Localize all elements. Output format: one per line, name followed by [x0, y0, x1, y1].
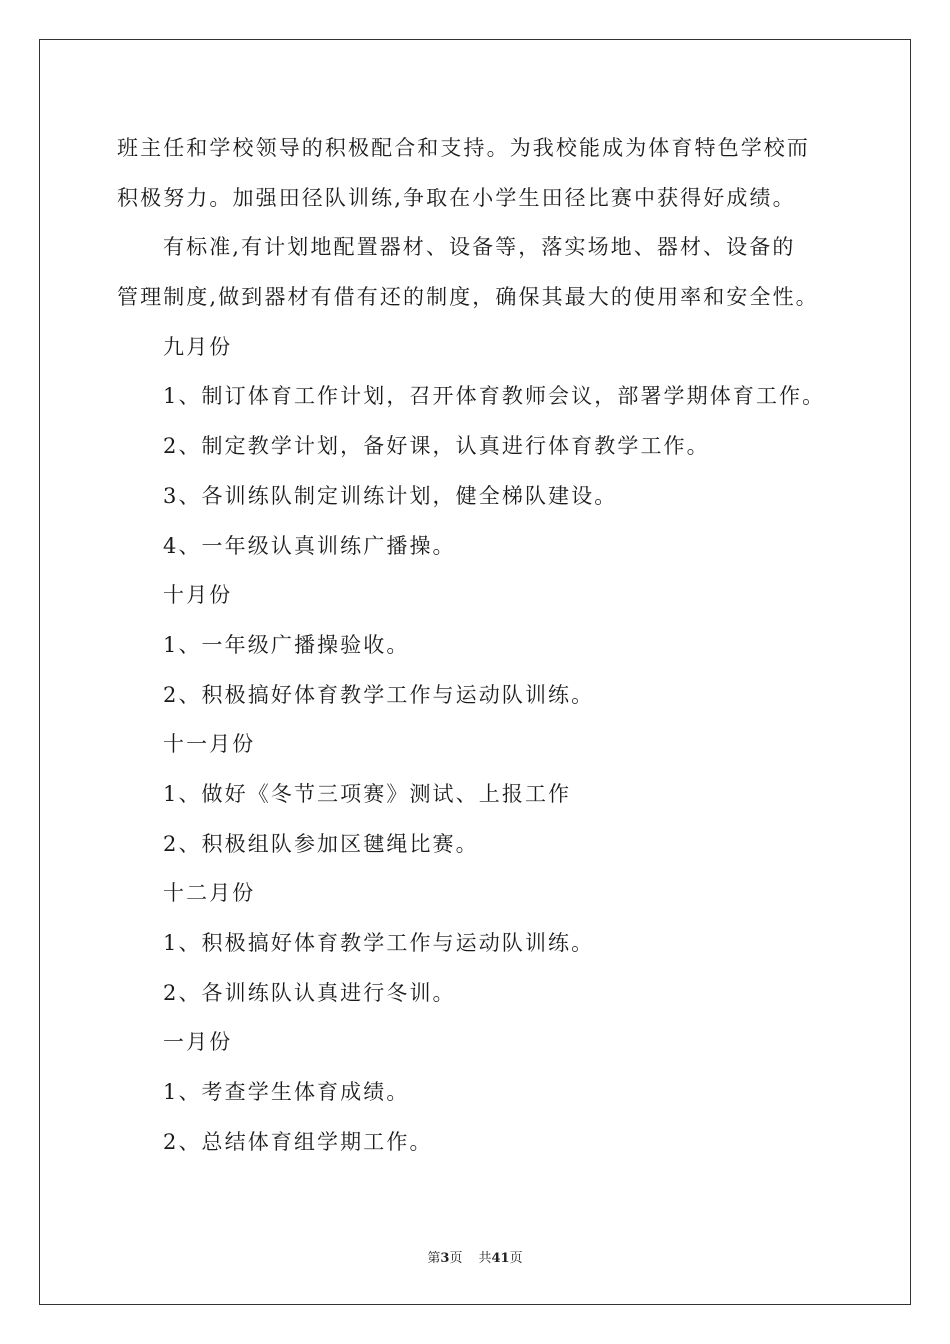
paragraph-line: 积极努力。加强田径队训练,争取在小学生田径比赛中获得好成绩。 — [117, 185, 796, 210]
total-suffix: 页 — [509, 1251, 523, 1266]
paragraph-line: 班主任和学校领导的积极配合和支持。为我校能成为体育特色学校而 — [117, 136, 810, 160]
paragraph-line: 1、一年级广播操验收。 — [163, 632, 410, 657]
paragraph-line: 2、积极搞好体育教学工作与运动队训练。 — [163, 682, 595, 707]
paragraph-line: 4、一年级认真训练广播操。 — [163, 533, 456, 558]
paragraph-line: 有标准,有计划地配置器材、设备等，落实场地、器材、设备的 — [163, 235, 796, 260]
paragraph-line: 2、积极组队参加区毽绳比赛。 — [163, 831, 479, 856]
paragraph-line: 一月份 — [163, 1030, 233, 1055]
document-body — [117, 124, 837, 1167]
paragraph-line: 九月份 — [163, 334, 233, 359]
paragraph-line: 十二月份 — [163, 881, 256, 906]
paragraph-line: 1、考查学生体育成绩。 — [163, 1080, 410, 1105]
paragraph-line: 1、积极搞好体育教学工作与运动队训练。 — [163, 931, 595, 955]
total-pages: 41 — [491, 1251, 510, 1266]
page-prefix: 第 — [427, 1251, 441, 1266]
paragraph-line: 2、各训练队认真进行冬训。 — [163, 980, 456, 1005]
paragraph-line: 十一月份 — [163, 732, 256, 757]
page-number: 3 — [440, 1251, 450, 1266]
page-suffix: 页 — [449, 1251, 463, 1266]
paragraph-line: 十月份 — [163, 583, 233, 608]
paragraph-line: 1、制订体育工作计划，召开体育教师会议，部署学期体育工作。 — [163, 384, 826, 409]
page-footer — [0, 1247, 950, 1266]
paragraph-line: 管理制度,做到器材有借有还的制度，确保其最大的使用率和安全性。 — [117, 285, 819, 310]
paragraph-line: 2、制定教学计划，备好课，认真进行体育教学工作。 — [163, 434, 710, 459]
paragraph-line: 3、各训练队制定训练计划，健全梯队建设。 — [163, 483, 618, 508]
paragraph-line: 2、总结体育组学期工作。 — [163, 1129, 433, 1154]
total-prefix: 共 — [478, 1251, 492, 1266]
paragraph-line: 1、做好《冬节三项赛》测试、上报工作 — [163, 781, 572, 806]
